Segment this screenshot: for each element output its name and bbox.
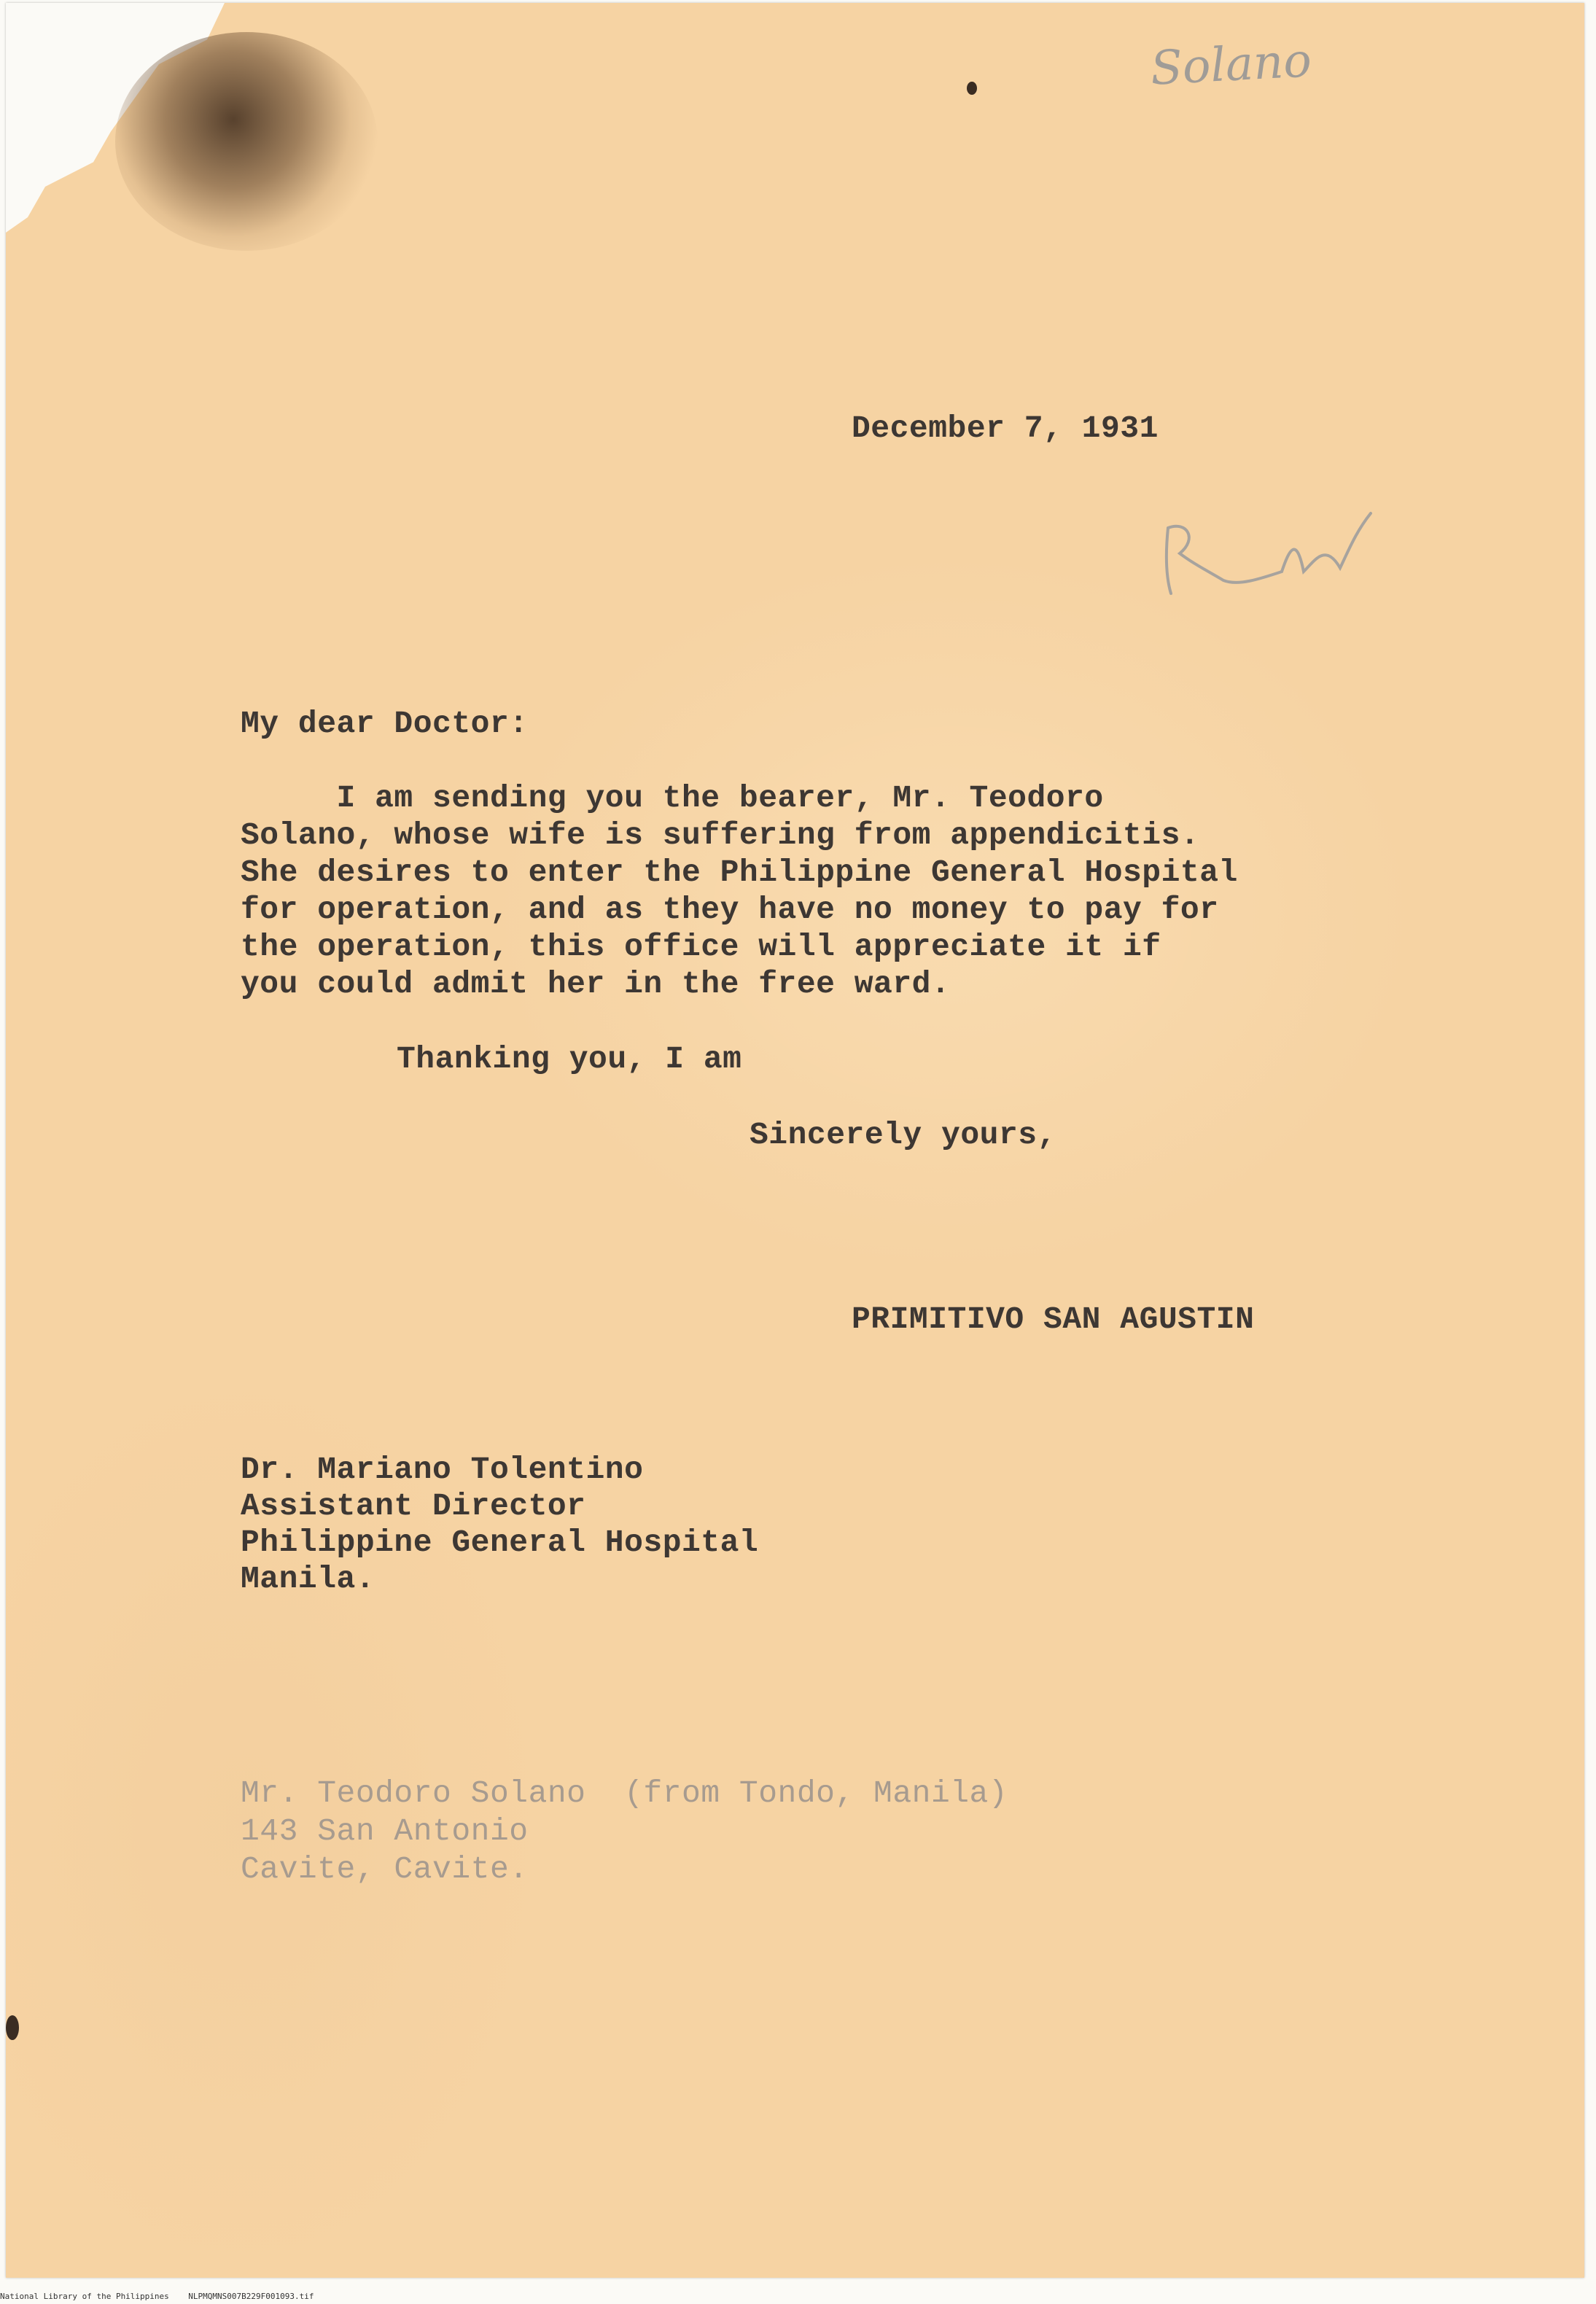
carbon-note-line: 143 San Antonio bbox=[241, 1813, 529, 1849]
ink-speck bbox=[6, 2015, 19, 2040]
body-line: I am sending you the bearer, Mr. Teodoro bbox=[241, 780, 1104, 816]
letter-date: December 7, 1931 bbox=[852, 410, 1159, 446]
burn-stain bbox=[115, 32, 378, 251]
addressee-line: Dr. Mariano Tolentino bbox=[241, 1452, 644, 1487]
addressee-line: Philippine General Hospital bbox=[241, 1525, 759, 1560]
handwritten-name: Solano bbox=[1149, 34, 1313, 96]
handwritten-initials-icon bbox=[1158, 499, 1435, 608]
body-line: the operation, this office will appreciate it if bbox=[241, 929, 1161, 965]
thanks-line: Thanking you, I am bbox=[397, 1041, 742, 1077]
scan-footer-caption: National Library of the Philippines NLPMQMNS007B229F001093.tif bbox=[0, 2292, 314, 2301]
body-line: She desires to enter the Philippine General Hospital bbox=[241, 855, 1238, 890]
body-line: you could admit her in the free ward. bbox=[241, 966, 951, 1002]
carbon-note-line: Cavite, Cavite. bbox=[241, 1851, 529, 1887]
letter-paper bbox=[6, 3, 1584, 2278]
ink-speck bbox=[967, 82, 977, 95]
addressee-line: Manila. bbox=[241, 1561, 375, 1597]
salutation: My dear Doctor: bbox=[241, 706, 529, 742]
carbon-note-line: Mr. Teodoro Solano (from Tondo, Manila) bbox=[241, 1775, 1008, 1811]
signatory-name: PRIMITIVO SAN AGUSTIN bbox=[852, 1301, 1255, 1337]
body-line: Solano, whose wife is suffering from appendicitis. bbox=[241, 817, 1200, 853]
addressee-line: Assistant Director bbox=[241, 1488, 586, 1524]
body-line: for operation, and as they have no money to pay for bbox=[241, 892, 1219, 927]
complimentary-close: Sincerely yours, bbox=[750, 1117, 1056, 1153]
